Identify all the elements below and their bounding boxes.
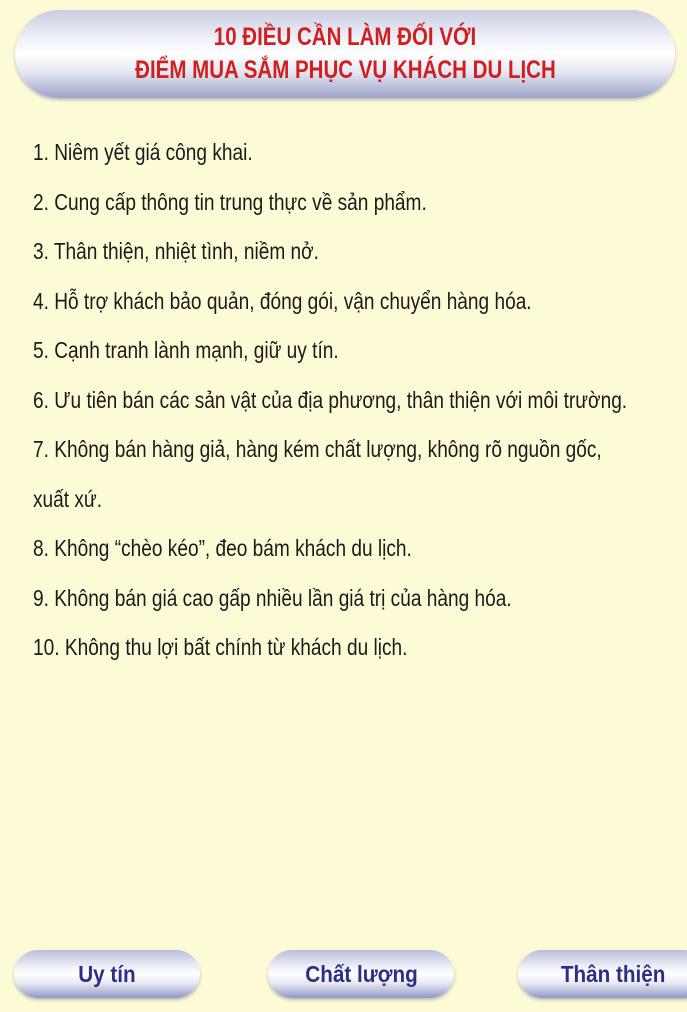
title-banner [15,10,675,98]
list-item: 5. Cạnh tranh lành mạnh, giữ uy tín. [33,337,339,363]
list-item: 7. Không bán hàng giả, hàng kém chất lượng, không rõ nguồn gốc, [33,436,602,462]
chat-luong-button[interactable] [268,950,454,998]
list-item: 4. Hỗ trợ khách bảo quản, đóng gói, vận chuyển hàng hóa. [33,287,532,314]
rules-list [33,128,687,673]
list-item: 8. Không “chèo kéo”, đeo bám khách du lịch. [33,535,412,561]
list-item: 6. Ưu tiên bán các sản vật của địa phương, thân thiện với môi trường. [33,386,628,413]
than-thien-button[interactable] [518,950,687,998]
than-thien-label: Thân thiện [560,960,666,987]
list-item: 9. Không bán giá cao gấp nhiều lần giá trị của hàng hóa. [33,584,512,611]
list-item: 2. Cung cấp thông tin trung thực về sản phẩm. [33,188,427,215]
chat-luong-label: Chất lượng [304,960,418,987]
list-item: 1. Niêm yết giá công khai. [33,139,253,165]
list-item-continuation: xuất xứ. [33,485,103,512]
title-line-2: ĐIỂM MUA SẮM PHỤC VỤ KHÁCH DU LỊCH [134,56,556,84]
list-item: 3. Thân thiện, nhiệt tình, niềm nở. [33,238,319,264]
uy-tin-button[interactable] [14,950,200,998]
uy-tin-label: Uy tín [78,960,136,987]
title-line-1: 10 ĐIỀU CẦN LÀM ĐỐI VỚI [213,23,477,51]
list-item: 10. Không thu lợi bất chính từ khách du lịch. [33,634,408,660]
